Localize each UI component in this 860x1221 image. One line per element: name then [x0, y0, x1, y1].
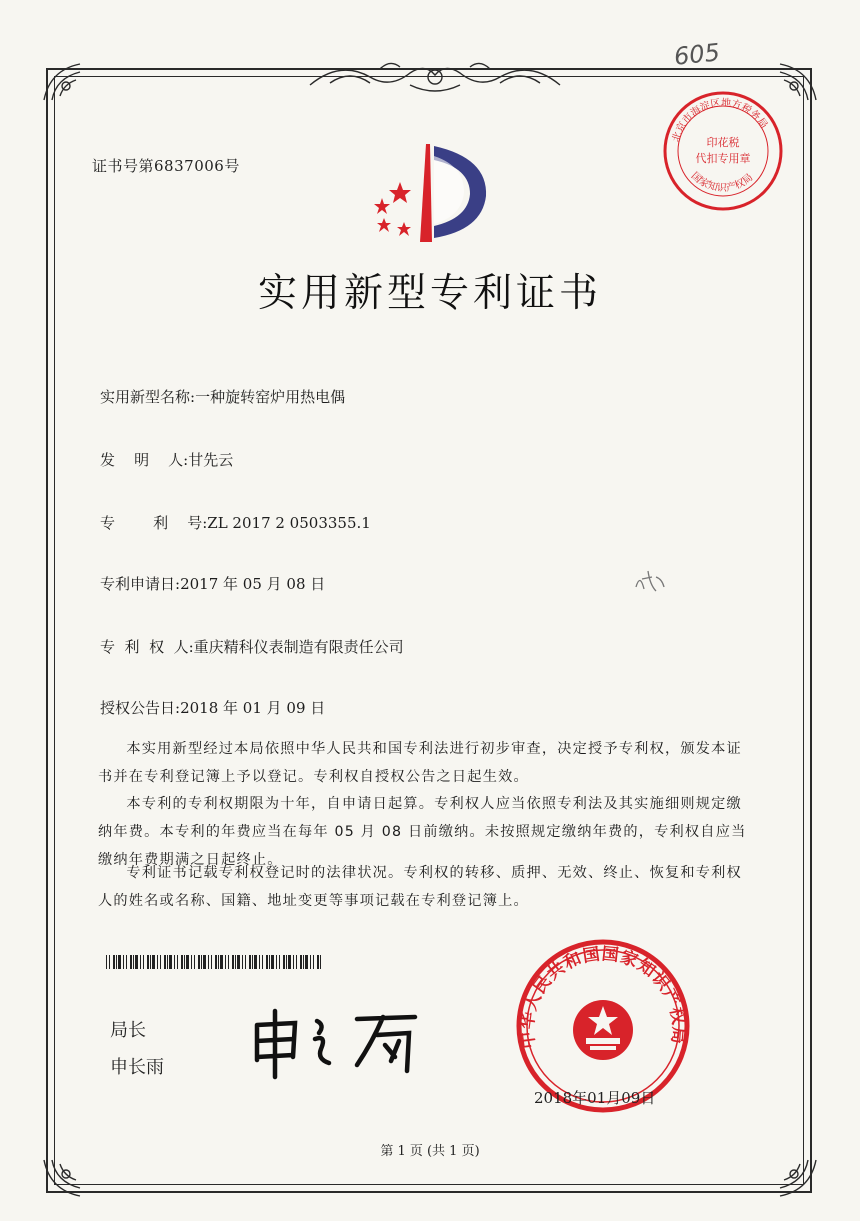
- certificate-title: 实用新型专利证书: [257, 271, 602, 316]
- barcode-bar: [245, 955, 246, 969]
- barcode-bar: [133, 955, 134, 969]
- barcode-bar: [169, 955, 172, 969]
- barcode-bar: [228, 955, 229, 969]
- field-patent-number: [100, 512, 371, 533]
- barcode-bar: [150, 955, 151, 969]
- barcode-bar: [232, 955, 234, 969]
- barcode-bar: [271, 955, 274, 969]
- barcode-bar: [152, 955, 155, 969]
- cert-number-suffix: 号: [224, 157, 240, 175]
- barcode-bar: [286, 955, 287, 969]
- barcode-bar: [143, 955, 144, 969]
- barcode-bar: [317, 955, 319, 969]
- barcode-bar: [157, 955, 158, 969]
- barcode-bar: [177, 955, 178, 969]
- field-value: 甘先云: [188, 451, 234, 469]
- field-label: 授权公告日:: [100, 699, 181, 717]
- barcode-bar: [116, 955, 117, 969]
- barcode-bar: [303, 955, 304, 969]
- barcode-bar: [249, 955, 251, 969]
- field-value: ZL 2017 2 0503355.1: [207, 514, 371, 532]
- barcode-bar: [279, 955, 280, 969]
- barcode-bar: [283, 955, 285, 969]
- barcode-bar: [147, 955, 149, 969]
- barcode-bar: [109, 955, 110, 969]
- tax-stamp-icon: [660, 88, 786, 214]
- barcode-bar: [218, 955, 219, 969]
- barcode-bar: [262, 955, 263, 969]
- barcode-bar: [126, 955, 127, 969]
- barcode-bar: [198, 955, 200, 969]
- barcode-bar: [235, 955, 236, 969]
- barcode-bar: [313, 955, 314, 969]
- handwritten-note-text: 605: [672, 38, 722, 71]
- barcode-bar: [160, 955, 161, 969]
- barcode-bar: [237, 955, 240, 969]
- director-label: 局长: [110, 1020, 146, 1041]
- barcode-bar: [118, 955, 121, 969]
- barcode-bar: [174, 955, 175, 969]
- field-label: 发 明 人:: [100, 451, 189, 469]
- barcode-bar: [254, 955, 257, 969]
- body-paragraph: 专利证书记载专利权登记时的法律状况。专利权的转移、质押、无效、终止、恢复和专利权人的姓名或名称、国籍、地址变更等事项记载在专利登记簿上。: [98, 865, 742, 909]
- patent-office-logo-icon: [360, 138, 490, 250]
- body-paragraph: 本实用新型经过本局依照中华人民共和国专利法进行初步审查，决定授予专利权，颁发本证书并在专利登记簿上予以登记。专利权自授权公告之日起生效。: [98, 741, 742, 785]
- certificate-number: [92, 155, 240, 176]
- field-inventor: [100, 449, 233, 470]
- director-signature-icon: [245, 1005, 445, 1080]
- barcode-icon: [106, 955, 324, 969]
- barcode-bar: [211, 955, 212, 969]
- field-label: 专 利 号:: [100, 514, 208, 532]
- field-value: 2017 年 05 月 08 日: [180, 575, 326, 593]
- field-label: 专利申请日:: [100, 575, 181, 593]
- barcode-bar: [135, 955, 138, 969]
- field-value: 2018 年 01 月 09 日: [180, 699, 326, 717]
- barcode-bar: [266, 955, 268, 969]
- handwritten-note-icon: [672, 34, 732, 74]
- tax-stamp-inner1: 印花税: [706, 136, 740, 149]
- barcode-bar: [305, 955, 308, 969]
- barcode-bar: [181, 955, 183, 969]
- cert-number-value: 6837006: [154, 157, 225, 175]
- barcode-bar: [252, 955, 253, 969]
- barcode-bar: [106, 955, 107, 969]
- corner-ornament-icon: [40, 60, 98, 118]
- barcode-bar: [259, 955, 260, 969]
- barcode-bar: [164, 955, 166, 969]
- body-paragraph: 本专利的专利权期限为十年，自申请日起算。专利权人应当依照专利法及其实施细则规定缴纳年费。本专利的年费应当在每年 05 月 08 日前缴纳。未按照规定缴纳年费的，专利权自应当缴纳年费期满之日起终止。: [98, 796, 747, 868]
- handwritten-mark-icon: [630, 565, 670, 599]
- barcode-bar: [269, 955, 270, 969]
- barcode-bar: [201, 955, 202, 969]
- barcode-bar: [191, 955, 192, 969]
- barcode-bar: [220, 955, 223, 969]
- barcode-bar: [113, 955, 115, 969]
- field-patentee: [100, 636, 404, 657]
- barcode-bar: [186, 955, 189, 969]
- barcode-bar: [242, 955, 243, 969]
- issue-date: 2018年01月09日: [534, 1089, 656, 1107]
- barcode-bar: [310, 955, 311, 969]
- barcode-bar: [296, 955, 297, 969]
- field-application-date: [100, 573, 325, 594]
- seal-arc-text: 中华人民共和国国家知识产权局: [517, 944, 689, 1050]
- barcode-bar: [140, 955, 141, 969]
- field-label: 实用新型名称:: [100, 388, 196, 406]
- tax-stamp-arc-text: 北京市海淀区地方税务局: [670, 97, 770, 144]
- barcode-bar: [320, 955, 321, 969]
- barcode-bar: [215, 955, 217, 969]
- field-value: 一种旋转窑炉用热电偶: [195, 388, 346, 406]
- top-ornament-icon: [300, 55, 570, 99]
- barcode-bar: [288, 955, 291, 969]
- barcode-bar: [130, 955, 132, 969]
- field-grant-date: [100, 697, 325, 718]
- cert-number-label: 证书号第: [92, 157, 155, 175]
- field-label: 专 利 权 人:: [100, 638, 194, 656]
- tax-stamp-bottom-text: 国家知识产权局: [688, 170, 756, 195]
- barcode-bar: [208, 955, 209, 969]
- barcode-bar: [225, 955, 226, 969]
- barcode-bar: [293, 955, 294, 969]
- page-footer: 第 1 页 (共 1 页): [380, 1144, 480, 1159]
- barcode-bar: [194, 955, 195, 969]
- barcode-bar: [184, 955, 185, 969]
- barcode-bar: [203, 955, 206, 969]
- field-value: 重庆精科仪表制造有限责任公司: [193, 638, 404, 656]
- barcode-bar: [167, 955, 168, 969]
- director-name: 申长雨: [110, 1057, 164, 1078]
- barcode-bar: [123, 955, 124, 969]
- barcode-bar: [276, 955, 277, 969]
- tax-stamp-inner2: 代扣专用章: [695, 152, 751, 165]
- barcode-bar: [300, 955, 302, 969]
- field-utility-model-name: [100, 386, 345, 407]
